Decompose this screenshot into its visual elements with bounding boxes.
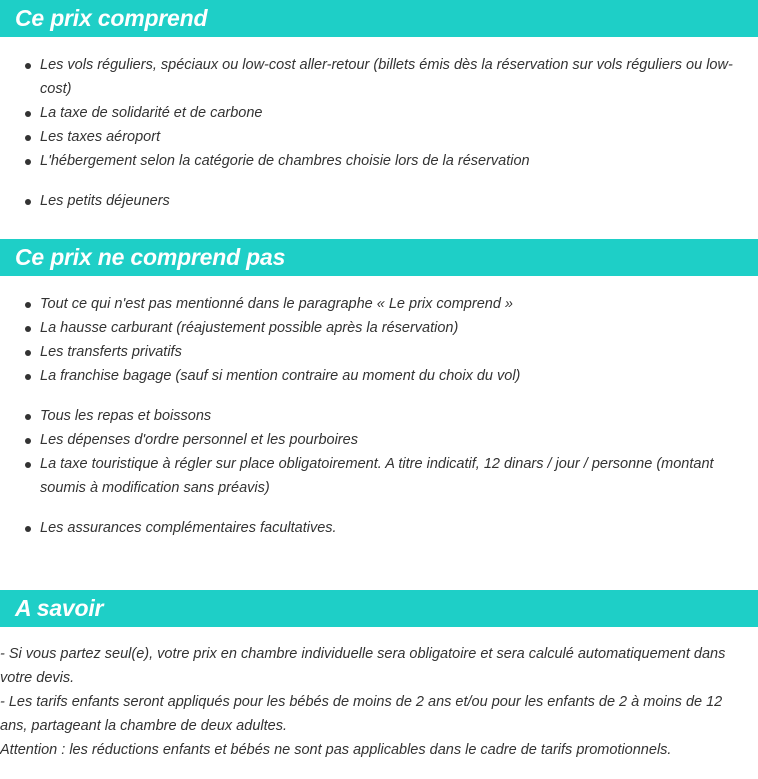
list-item: Les assurances complémentaires facultatives. <box>0 516 758 540</box>
list-item: Les dépenses d'ordre personnel et les pourboires <box>0 428 758 452</box>
list-item: Les taxes aéroport <box>0 125 758 149</box>
list-item: Les petits déjeuners <box>0 189 758 213</box>
section-header-info: A savoir <box>0 590 758 627</box>
section-header-excludes: Ce prix ne comprend pas <box>0 239 758 276</box>
list-item: Tous les repas et boissons <box>0 404 758 428</box>
info-line: Attention : les réductions enfants et bébés ne sont pas applicables dans le cadre de tarifs promotionnels. <box>0 742 672 758</box>
list-item: La hausse carburant (réajustement possible après la réservation) <box>0 316 758 340</box>
info-line: - Les tarifs enfants seront appliqués pour les bébés de moins de 2 ans et/ou pour les enfants de 2 à moins de 12 ans, partageant la chambre de deux adultes. <box>0 694 723 734</box>
list-item: Les transferts privatifs <box>0 340 758 364</box>
list-item: Tout ce qui n'est pas mentionné dans le paragraphe « Le prix comprend » <box>0 292 758 316</box>
list-item: L'hébergement selon la catégorie de chambres choisie lors de la réservation <box>0 149 758 173</box>
info-notes <box>0 642 758 762</box>
section-header-includes: Ce prix comprend <box>0 0 758 37</box>
list-item: La taxe touristique à régler sur place obligatoirement. A titre indicatif, 12 dinars / jour / personne (montant soumis à modification sans préavis) <box>0 452 758 500</box>
info-line: - Si vous partez seul(e), votre prix en chambre individuelle sera obligatoire et sera calculé automatiquement dans votre devis. <box>0 646 726 686</box>
excludes-list <box>0 292 758 540</box>
list-item: Les vols réguliers, spéciaux ou low-cost aller-retour (billets émis dès la réservation sur vols réguliers ou low-cost) <box>0 53 758 101</box>
list-item: La taxe de solidarité et de carbone <box>0 101 758 125</box>
includes-list <box>0 53 758 213</box>
list-item: La franchise bagage (sauf si mention contraire au moment du choix du vol) <box>0 364 758 388</box>
